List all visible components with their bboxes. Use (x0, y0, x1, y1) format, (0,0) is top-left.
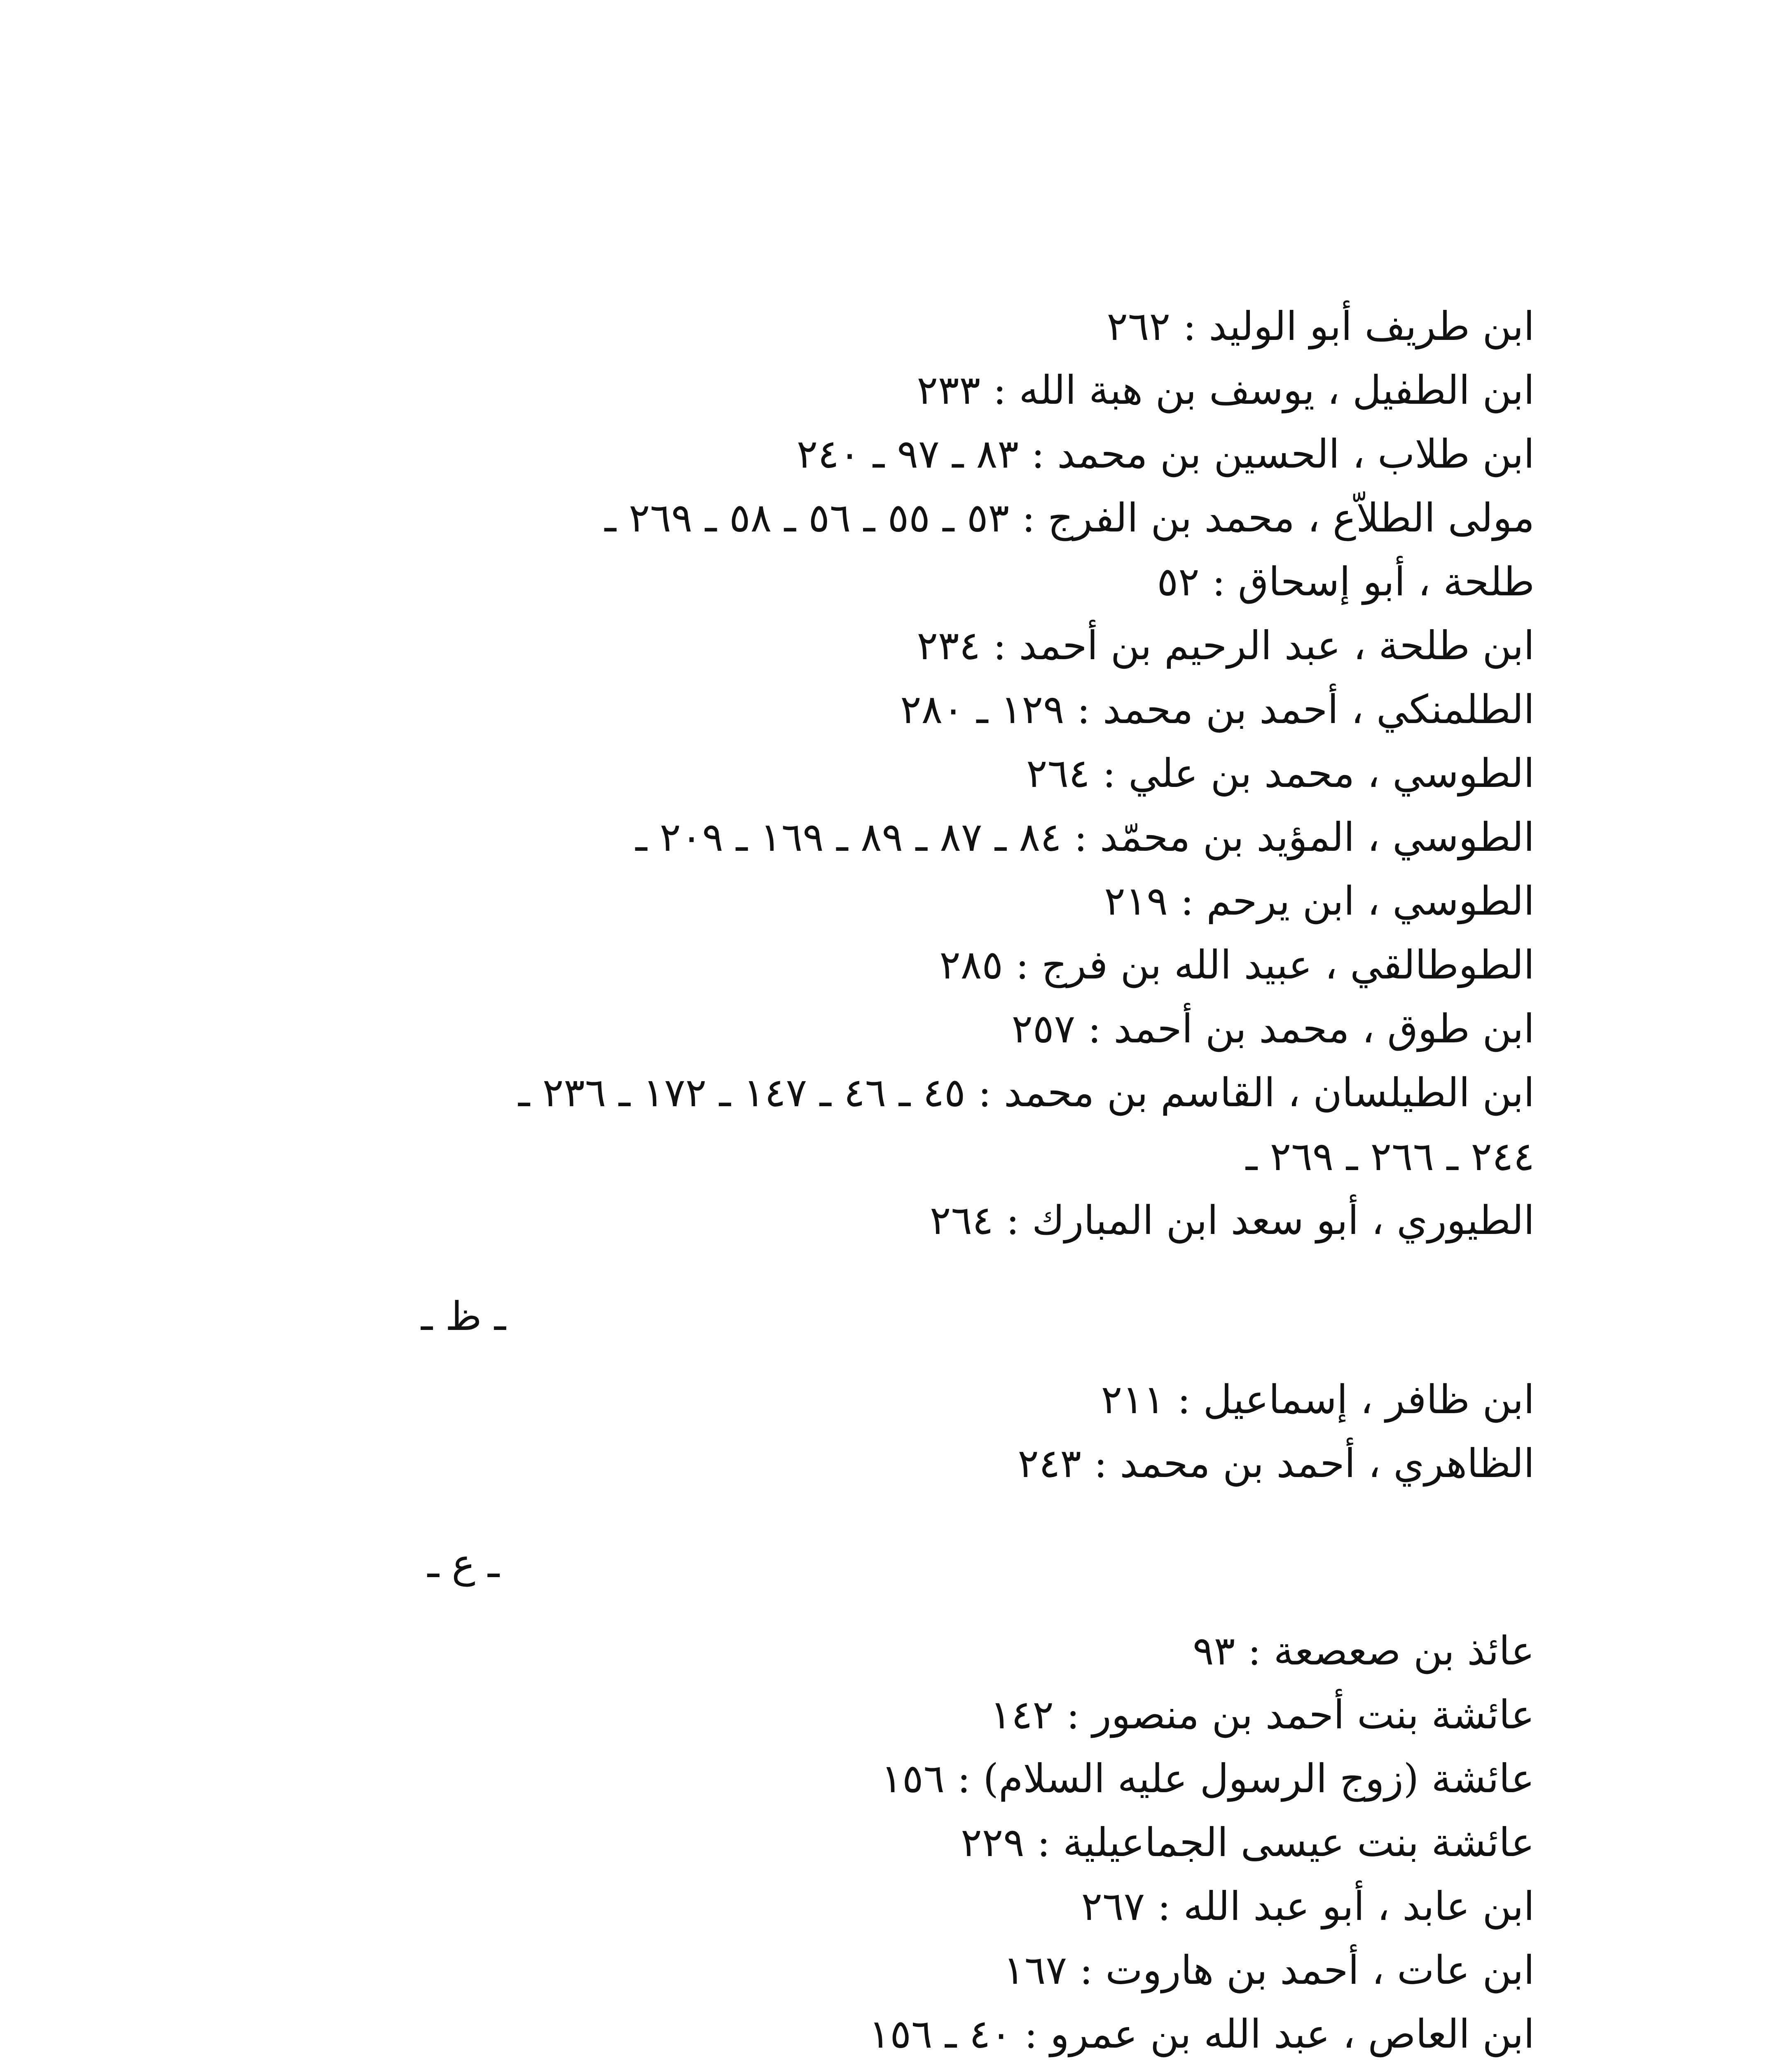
index-entry: ابن عات ، أحمد بن هاروت : ١٦٧ (1003, 1947, 1535, 1993)
index-entry: ابن طلاب ، الحسين بن محمد : ٨٣ ـ ٩٧ ـ ٢٤٠ (796, 431, 1535, 477)
index-entry: ابن ظافر ، إسماعيل : ٢١١ (1101, 1376, 1535, 1423)
index-entry: مولى الطلاّع ، محمد بن الفرج : ٥٣ ـ ٥٥ ـ ٥٦ ـ ٥٨ ـ ٢٦٩ ـ (604, 495, 1535, 541)
index-entry: الطيوري ، أبو سعد ابن المبارك : ٢٦٤ (929, 1197, 1535, 1243)
index-entry: عائشة بنت أحمد بن منصور : ١٤٢ (990, 1692, 1535, 1738)
index-entry-continuation: ٢٤٤ ـ ٢٦٦ ـ ٢٦٩ ـ (1245, 1133, 1535, 1180)
index-entry: ابن طوق ، محمد بن أحمد : ٢٥٧ (1011, 1006, 1535, 1052)
index-entry: طلحة ، أبو إسحاق : ٥٢ (1157, 559, 1535, 605)
index-entries (51, 295, 1535, 2060)
index-entry: عائذ بن صعصعة : ٩٣ (1193, 1628, 1535, 1674)
index-entry: عائشة بنت عيسى الجماعيلية : ٢٢٩ (961, 1819, 1535, 1866)
letter-heading-ain: ـ ع ـ (427, 1540, 500, 1587)
index-entry: عائشة (زوج الرسول عليه السلام) : ١٥٦ (881, 1756, 1535, 1802)
index-entry: الطوسي ، ابن يرحم : ٢١٩ (1104, 878, 1535, 924)
index-entry: الظاهري ، أحمد بن محمد : ٢٤٣ (1018, 1440, 1535, 1486)
index-entry: ابن الطفيل ، يوسف بن هبة الله : ٢٣٣ (917, 367, 1535, 413)
index-entry: ابن العاص ، عبد الله بن عمرو : ٤٠ ـ ١٥٦ (868, 2011, 1535, 2057)
index-entry: ابن طريف أبو الوليد : ٢٦٢ (1107, 303, 1535, 349)
letter-heading-za: ـ ظ ـ (421, 1293, 506, 1339)
index-entry: الطوطالقي ، عبيد الله بن فرج : ٢٨٥ (939, 942, 1535, 988)
index-entry: الطوسي ، محمد بن علي : ٢٦٤ (1026, 750, 1535, 796)
index-entry: ابن عابد ، أبو عبد الله : ٢٦٧ (1081, 1883, 1535, 1929)
index-entry: ابن الطيلسان ، القاسم بن محمد : ٤٥ ـ ٤٦ ـ ١٤٧ ـ ١٧٢ ـ ٢٣٦ ـ (518, 1070, 1535, 1116)
index-entry: الطوسي ، المؤيد بن محمّد : ٨٤ ـ ٨٧ ـ ٨٩ ـ ١٦٩ ـ ٢٠٩ ـ (635, 814, 1535, 860)
index-entry: الطلمنكي ، أحمد بن محمد : ١٢٩ ـ ٢٨٠ (900, 686, 1535, 733)
index-entry: ابن طلحة ، عبد الرحيم بن أحمد : ٢٣٤ (917, 623, 1535, 669)
